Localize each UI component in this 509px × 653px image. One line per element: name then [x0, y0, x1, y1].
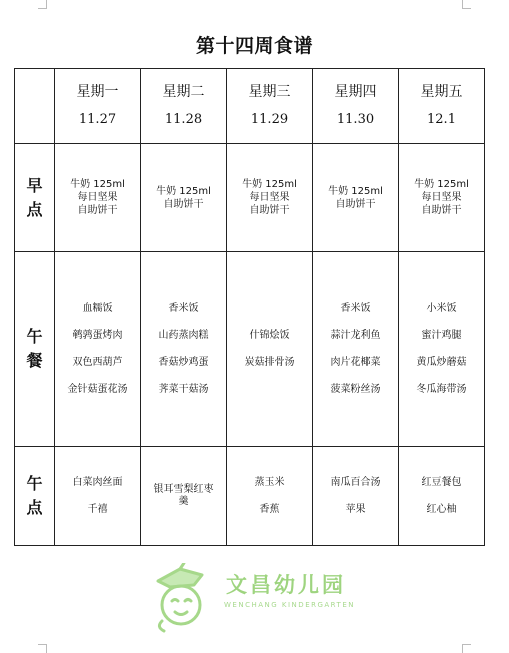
day-name: 星期五	[420, 84, 463, 100]
menu-item: 冬瓜海带汤	[416, 383, 467, 395]
snack-row	[15, 447, 485, 546]
day-header	[141, 69, 227, 144]
page-title: 第十四周食谱	[195, 35, 313, 57]
menu-item: 双色西葫芦	[72, 356, 123, 368]
day-header	[399, 69, 485, 144]
page-corner-mark	[462, 644, 471, 653]
menu-item: 香米饭	[340, 302, 371, 314]
page-corner-mark	[38, 644, 47, 653]
corner-cell	[15, 69, 55, 144]
menu-item: 牛奶 125ml	[414, 179, 469, 190]
menu-item: 牛奶 125ml	[242, 179, 297, 190]
menu-item: 白菜肉丝面	[72, 476, 123, 488]
menu-item: 每日坚果	[421, 192, 462, 203]
menu-item: 香菇炒鸡蛋	[158, 356, 209, 368]
child-face-hat-icon	[150, 563, 220, 633]
logo-name: 文昌幼儿园	[226, 573, 346, 597]
header-row	[15, 69, 485, 144]
day-name: 星期二	[162, 84, 205, 100]
menu-cell	[141, 144, 227, 252]
menu-item: 苹果	[345, 503, 366, 515]
menu-item: 红豆餐包	[421, 476, 462, 488]
menu-item: 自助饼干	[77, 205, 118, 216]
menu-cell	[55, 252, 141, 447]
menu-item: 荠菜干菇汤	[158, 383, 209, 395]
meal-label-cell	[15, 447, 55, 546]
day-header	[313, 69, 399, 144]
meal-label-cell	[15, 144, 55, 252]
menu-item: 牛奶 125ml	[70, 179, 125, 190]
menu-cell	[227, 144, 313, 252]
day-name: 星期一	[76, 84, 119, 100]
menu-cell	[399, 144, 485, 252]
menu-item: 牛奶 125ml	[156, 185, 211, 197]
menu-cell	[313, 447, 399, 546]
menu-item: 山药蒸肉糕	[158, 329, 209, 341]
menu-item: 蜜汁鸡腿	[421, 329, 462, 341]
menu-item: 蒜汁龙利鱼	[330, 329, 381, 341]
menu-cell	[399, 252, 485, 447]
menu-table	[14, 68, 485, 546]
meal-label: 早点	[26, 175, 43, 219]
menu-item: 香米饭	[168, 302, 199, 314]
menu-cell	[227, 447, 313, 546]
menu-item: 蒸玉米	[254, 476, 285, 488]
menu-item: 血糯饭	[82, 302, 113, 314]
menu-item: 什锦烩饭	[249, 329, 290, 341]
menu-item: 牛奶 125ml	[328, 185, 383, 197]
day-date: 12.1	[427, 112, 456, 127]
meal-label-cell	[15, 252, 55, 447]
menu-item: 红心柚	[426, 503, 457, 515]
menu-item: 每日坚果	[249, 192, 290, 203]
page-corner-mark	[38, 0, 47, 9]
menu-item: 自助饼干	[421, 205, 462, 216]
menu-cell	[55, 447, 141, 546]
menu-item: 黄瓜炒蘑菇	[416, 356, 467, 368]
menu-cell	[313, 252, 399, 447]
lunch-row	[15, 252, 485, 447]
menu-item: 千禧	[87, 503, 108, 515]
menu-cell	[55, 144, 141, 252]
menu-cell	[313, 144, 399, 252]
menu-cell	[141, 252, 227, 447]
menu-item: 银耳雪梨红枣羹	[153, 484, 214, 507]
day-date: 11.28	[164, 112, 203, 127]
menu-item: 肉片花椰菜	[330, 356, 381, 368]
menu-item: 菠菜粉丝汤	[330, 383, 381, 395]
day-header	[55, 69, 141, 144]
day-name: 星期四	[334, 84, 377, 100]
day-header	[227, 69, 313, 144]
menu-item: 自助饼干	[163, 198, 204, 210]
page-corner-mark	[462, 0, 471, 9]
menu-item: 小米饭	[426, 302, 457, 314]
day-date: 11.27	[78, 112, 117, 127]
menu-item: 鹌鹑蛋烤肉	[72, 329, 123, 341]
meal-label: 午餐	[26, 327, 43, 370]
day-date: 11.29	[250, 112, 289, 127]
menu-cell	[227, 252, 313, 447]
logo-subtitle: WENCHANG KINDERGARTEN	[224, 601, 355, 609]
day-date: 11.30	[336, 112, 375, 127]
menu-cell	[399, 447, 485, 546]
menu-cell	[141, 447, 227, 546]
menu-item: 自助饼干	[335, 198, 376, 210]
day-name: 星期三	[248, 84, 291, 100]
menu-item: 金针菇蛋花汤	[67, 383, 128, 395]
menu-item: 炭菇排骨汤	[244, 356, 295, 368]
menu-item: 南瓜百合汤	[330, 476, 381, 488]
menu-item: 香蕉	[259, 503, 280, 515]
kindergarten-logo	[150, 563, 380, 633]
meal-label: 午点	[26, 474, 43, 517]
menu-item: 自助饼干	[249, 205, 290, 216]
menu-item: 每日坚果	[77, 192, 118, 203]
breakfast-row	[15, 144, 485, 252]
